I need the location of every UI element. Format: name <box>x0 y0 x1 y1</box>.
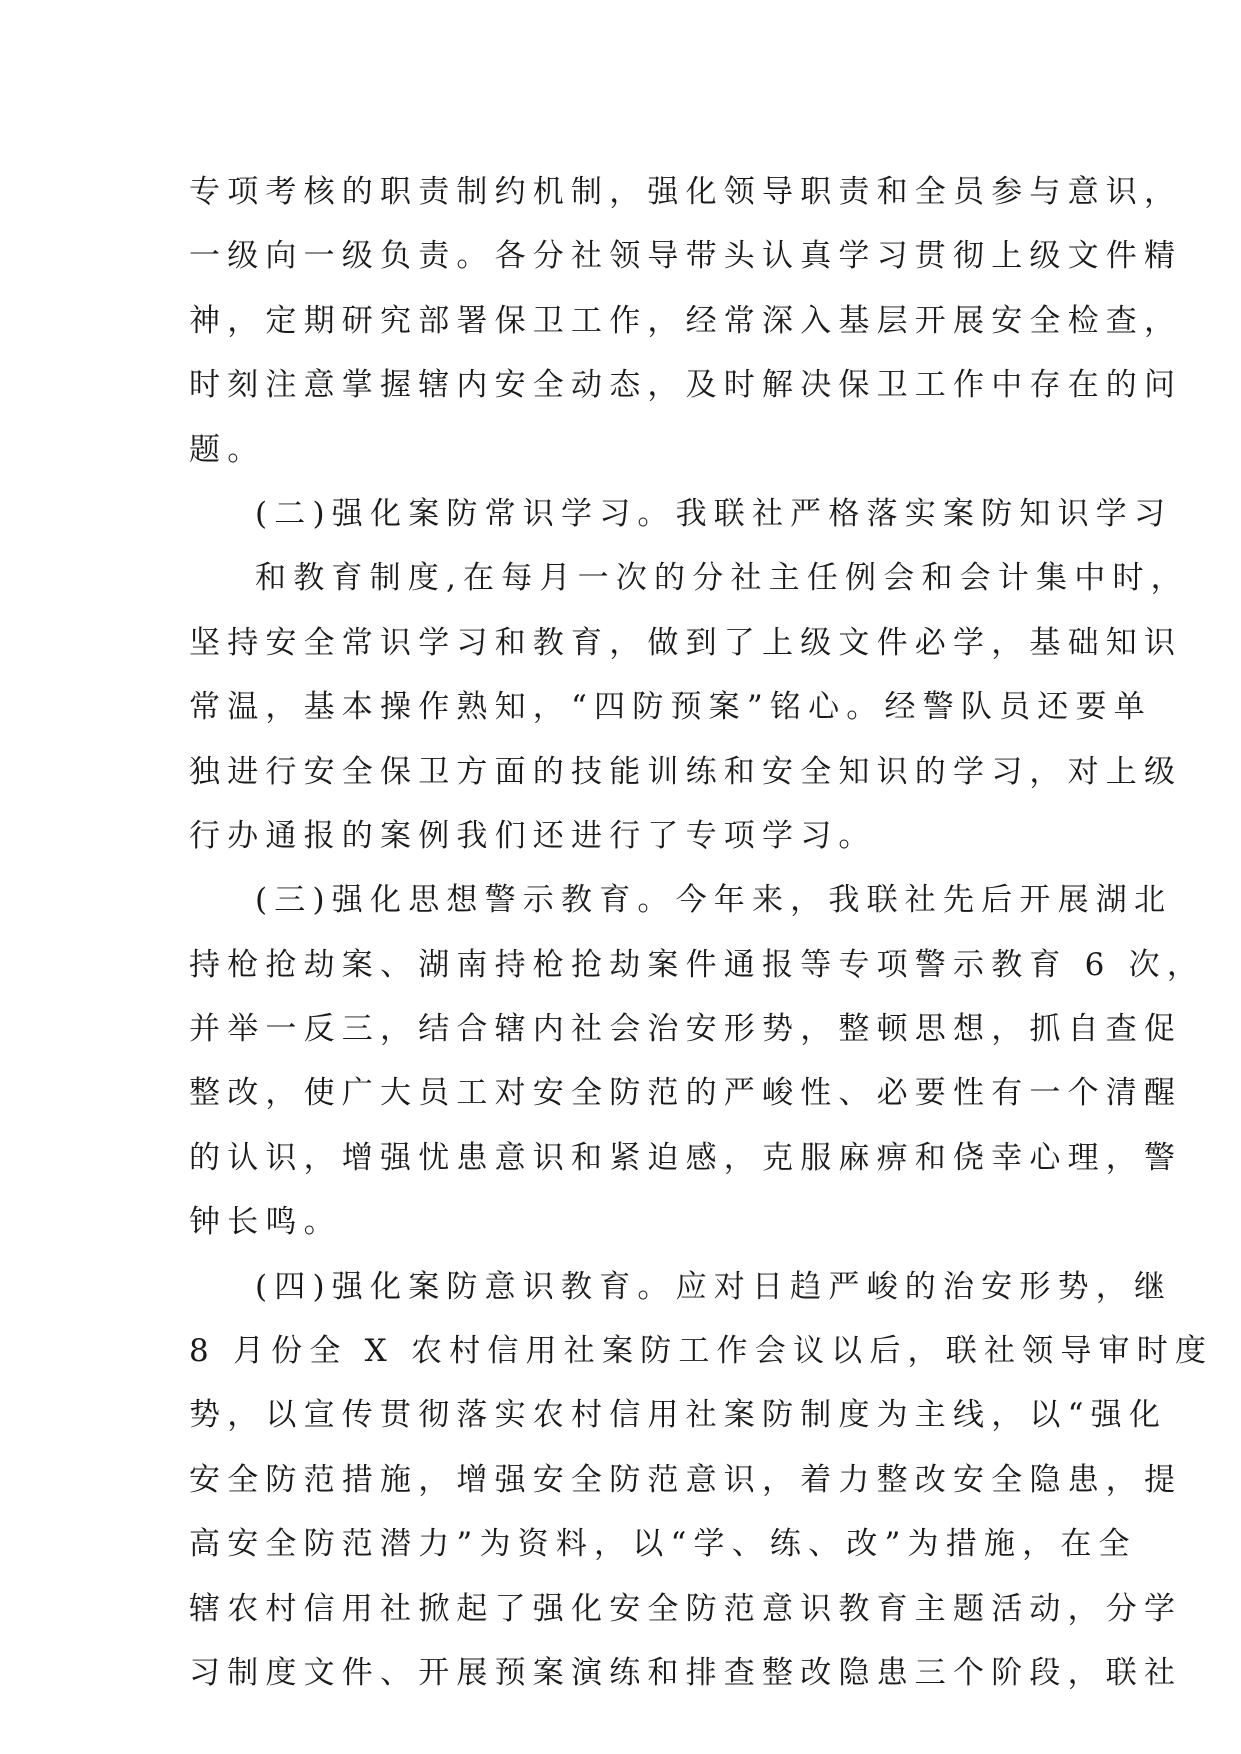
text-line: 神，定期研究部署保卫工作，经常深入基层开展安全检查， <box>189 302 1183 339</box>
text-line: 行办通报的案例我们还进行了专项学习。 <box>189 817 877 854</box>
text-line: 8 月份全 X 农村信用社案防工作会议以后，联社领导审时度 <box>189 1333 1214 1370</box>
body-text <box>189 160 1214 1705</box>
text-line: 坚持安全常识学习和教育，做到了上级文件必学，基础知识 <box>189 624 1183 661</box>
text-line: 整改，使广大员工对安全防范的严峻性、必要性有一个清醒 <box>189 1075 1183 1112</box>
text-line: 独进行安全保卫方面的技能训练和安全知识的学习，对上级 <box>189 753 1183 790</box>
paragraph-start-line: (三)强化思想警示教育。今年来，我联社先后开展湖北 <box>255 882 1173 919</box>
text-line: 时刻注意掌握辖内安全动态，及时解决保卫工作中存在的问 <box>189 367 1183 404</box>
text-line: 钟长鸣。 <box>189 1204 342 1241</box>
paragraph-start-line: (四)强化案防意识教育。应对日趋严峻的治安形势，继 <box>255 1268 1173 1305</box>
text-line: 势，以宣传贯彻落实农村信用社案防制度为主线，以“强化 <box>189 1397 1168 1434</box>
text-line: 习制度文件、开展预案演练和排查整改隐患三个阶段，联社 <box>189 1654 1183 1691</box>
text-line: 的认识，增强忧患意识和紧迫感，克服麻痹和侥幸心理，警 <box>189 1139 1183 1176</box>
paragraph-start-line: 和教育制度,在每月一次的分社主任例会和会计集中时， <box>255 560 1189 597</box>
text-line: 常温，基本操作熟知，“四防预案”铭心。经警队员还要单 <box>189 689 1152 726</box>
text-line: 一级向一级负责。各分社领导带头认真学习贯彻上级文件精 <box>189 238 1183 275</box>
text-line: 并举一反三，结合辖内社会治安形势，整顿思想，抓自查促 <box>189 1011 1183 1048</box>
text-line: 题。 <box>189 431 266 468</box>
text-line: 持枪抢劫案、湖南持枪抢劫案件通报等专项警示教育 6 次， <box>189 946 1206 983</box>
text-line: 高安全防范潜力”为资料，以“学、练、改”为措施，在全 <box>189 1526 1137 1563</box>
text-line: 辖农村信用社掀起了强化安全防范意识教育主题活动，分学 <box>189 1590 1183 1627</box>
text-line: 专项考核的职责制约机制，强化领导职责和全员参与意识， <box>189 174 1183 210</box>
text-line: 安全防范措施，增强安全防范意识，着力整改安全隐患，提 <box>189 1461 1183 1498</box>
paragraph-start-line: (二)强化案防常识学习。我联社严格落实案防知识学习 <box>255 495 1173 532</box>
